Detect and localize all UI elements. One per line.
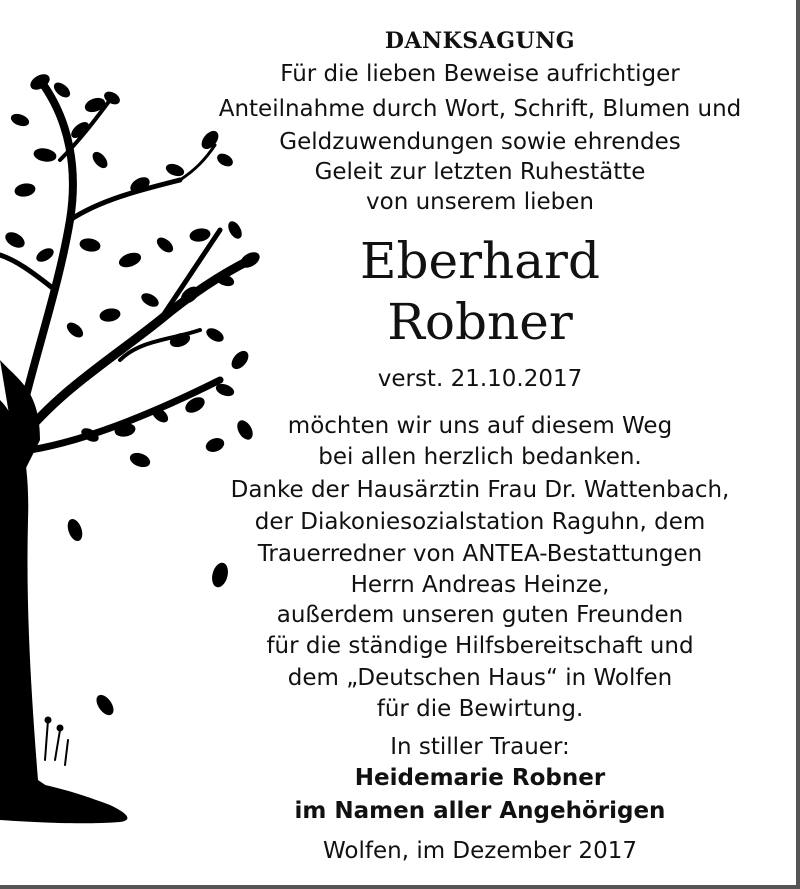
intro-line: Geleit zur letzten Ruhestätte [314,159,646,185]
thanks-line: Herrn Andreas Heinze, [350,572,610,598]
mourner-family: im Namen aller Angehörigen [294,798,666,824]
thanks-line: möchten wir uns auf diesem Weg [287,413,673,439]
thanks-line: außerdem unseren guten Freunden [276,602,684,628]
mourner-name: Heidemarie Robner [354,765,606,791]
intro-line: Anteilnahme durch Wort, Schrift, Blumen und [218,96,742,122]
intro-line: Geldzuwendungen sowie ehrendes [279,129,681,155]
deceased-last-name: Robner [387,293,573,351]
thanks-line: bei allen herzlich bedanken. [318,444,642,470]
thanks-line: Danke der Hausärztin Frau Dr. Wattenbach, [230,477,730,503]
intro-line: Für die lieben Beweise aufrichtiger [280,61,680,87]
thanks-line: für die ständige Hilfsbereitschaft und [266,633,694,659]
mourning-label: In stiller Trauer: [390,734,570,760]
intro-line: von unserem lieben [366,189,594,215]
place-date: Wolfen, im Dezember 2017 [323,838,637,864]
thanks-line: der Diakoniesozialstation Raguhn, dem [254,509,706,535]
thanks-line: dem „Deutschen Haus“ in Wolfen [287,665,673,691]
heading: DANKSAGUNG [384,28,576,54]
thanks-line: Trauerredner von ANTEA-Bestattungen [257,541,703,567]
thanks-line: für die Bewirtung. [376,696,584,722]
deceased-first-name: Eberhard [360,232,600,290]
date-of-death: verst. 21.10.2017 [377,366,583,392]
